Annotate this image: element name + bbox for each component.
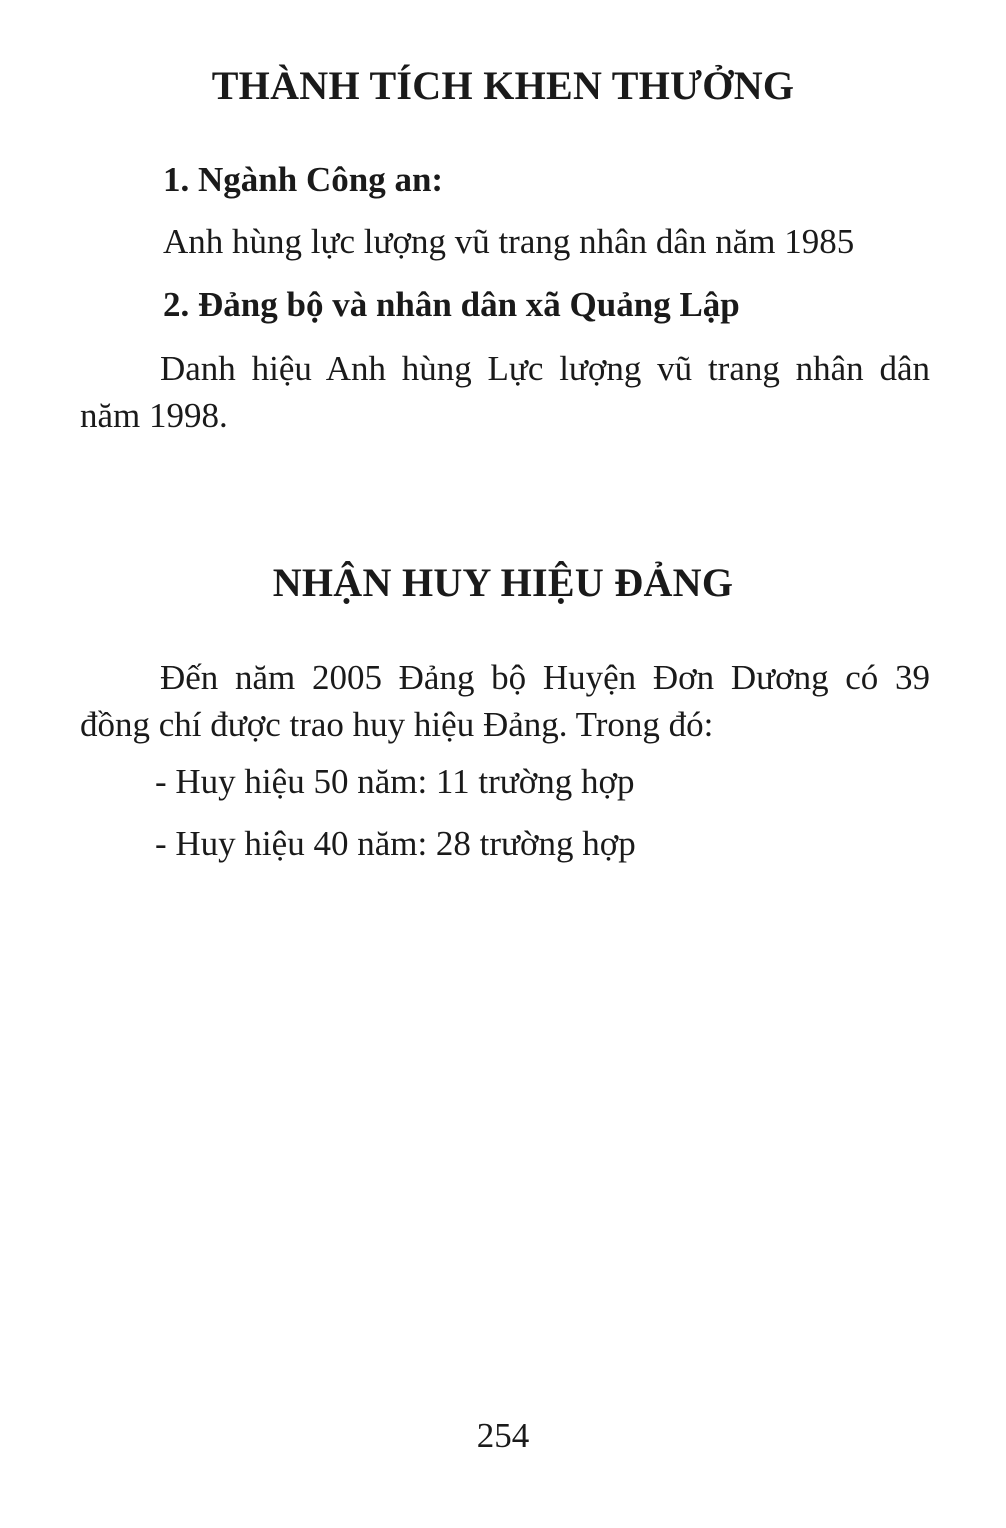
paragraph-badge-intro: Đến năm 2005 Đảng bộ Huyện Đơn Dương có 39 đồng chí được trao huy hiệu Đảng. Trong đó: xyxy=(80,658,930,744)
subheading-police: 1. Ngành Công an: xyxy=(163,160,444,199)
section-title-awards: THÀNH TÍCH KHEN THƯỞNG xyxy=(211,63,795,108)
page-number: 254 xyxy=(476,1416,530,1455)
list-item-40-years: - Huy hiệu 40 năm: 28 trường hợp xyxy=(155,824,636,863)
list-item-50-years: - Huy hiệu 50 năm: 11 trường hợp xyxy=(155,762,635,801)
subheading-quang-lap: 2. Đảng bộ và nhân dân xã Quảng Lập xyxy=(163,285,740,324)
section-title-party-badge: NHẬN HUY HIỆU ĐẢNG xyxy=(272,560,734,605)
paragraph-quang-lap-award: Danh hiệu Anh hùng Lực lượng vũ trang nhân dân năm 1998. xyxy=(80,349,930,435)
text-police-award: Anh hùng lực lượng vũ trang nhân dân năm 1985 xyxy=(163,222,855,261)
